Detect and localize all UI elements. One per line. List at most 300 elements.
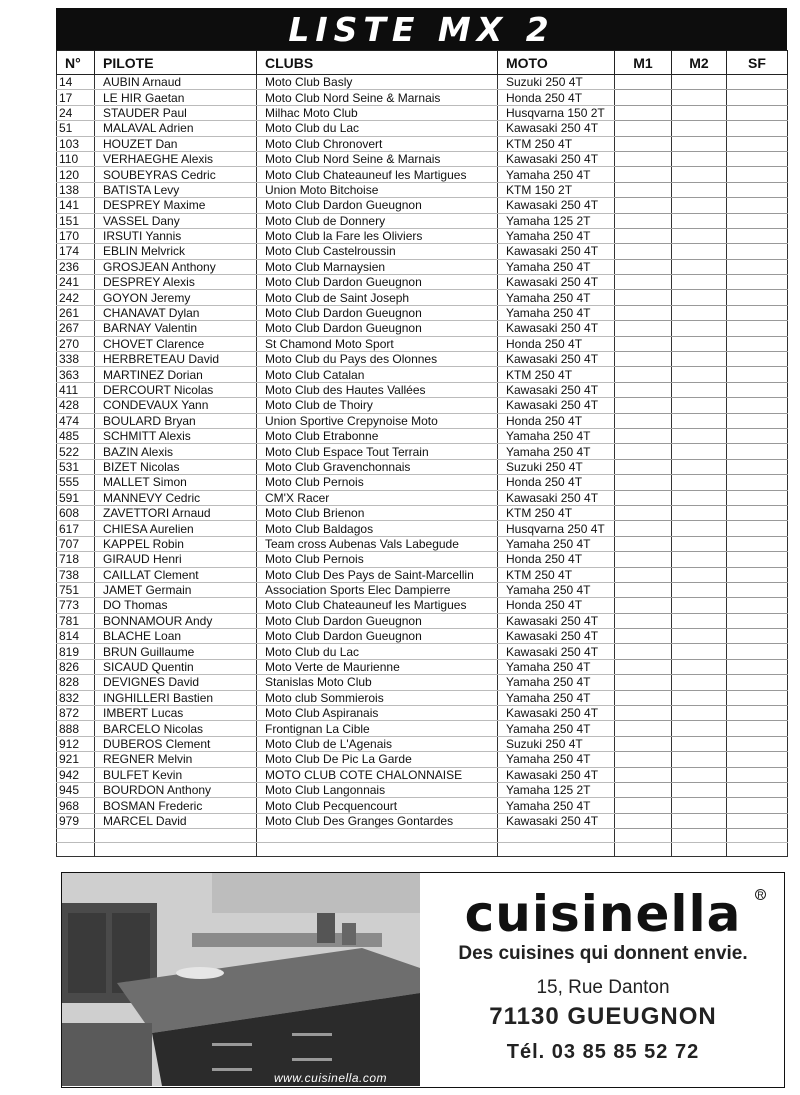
score-sf xyxy=(727,352,788,367)
rider-name: AUBIN Arnaud xyxy=(95,75,257,90)
rider-moto: Yamaha 250 4T xyxy=(498,582,615,597)
table-row xyxy=(57,536,788,551)
score-sf xyxy=(727,536,788,551)
rider-number: 738 xyxy=(57,567,95,582)
blank-cell xyxy=(95,843,257,857)
registered-mark-icon: R xyxy=(755,889,766,900)
rider-club: Moto Club des Hautes Vallées xyxy=(257,382,498,397)
rider-name: DUBEROS Clement xyxy=(95,736,257,751)
rider-club: Moto Club Pernois xyxy=(257,552,498,567)
rider-moto: Husqvarna 150 2T xyxy=(498,105,615,120)
rider-club: Moto Club de Saint Joseph xyxy=(257,290,498,305)
table-row xyxy=(57,521,788,536)
brand-logo-text: cuisinella xyxy=(464,885,742,943)
rider-club: Moto Club Aspiranais xyxy=(257,706,498,721)
score-m2 xyxy=(672,813,727,828)
rider-moto: KTM 250 4T xyxy=(498,367,615,382)
score-m1 xyxy=(615,352,672,367)
rider-name: BLACHE Loan xyxy=(95,629,257,644)
rider-moto: Yamaha 250 4T xyxy=(498,798,615,813)
score-m1 xyxy=(615,813,672,828)
score-m2 xyxy=(672,228,727,243)
rider-moto: Honda 250 4T xyxy=(498,475,615,490)
rider-moto: Husqvarna 250 4T xyxy=(498,521,615,536)
rider-number: 945 xyxy=(57,782,95,797)
table-row xyxy=(57,182,788,197)
rider-name: IMBERT Lucas xyxy=(95,706,257,721)
score-m1 xyxy=(615,213,672,228)
rider-number: 872 xyxy=(57,706,95,721)
rider-moto: Honda 250 4T xyxy=(498,552,615,567)
rider-name: CAILLAT Clement xyxy=(95,567,257,582)
table-row xyxy=(57,782,788,797)
rider-club: Moto Club la Fare les Oliviers xyxy=(257,228,498,243)
rider-name: BRUN Guillaume xyxy=(95,644,257,659)
score-sf xyxy=(727,151,788,166)
score-m2 xyxy=(672,121,727,136)
score-m2 xyxy=(672,259,727,274)
score-m1 xyxy=(615,782,672,797)
score-m2 xyxy=(672,382,727,397)
score-m2 xyxy=(672,752,727,767)
score-m1 xyxy=(615,752,672,767)
table-row xyxy=(57,475,788,490)
score-sf xyxy=(727,629,788,644)
rider-number: 363 xyxy=(57,367,95,382)
score-sf xyxy=(727,182,788,197)
score-m1 xyxy=(615,459,672,474)
rider-number: 781 xyxy=(57,613,95,628)
score-m2 xyxy=(672,490,727,505)
rider-moto: Kawasaki 250 4T xyxy=(498,244,615,259)
table-row xyxy=(57,721,788,736)
score-m1 xyxy=(615,105,672,120)
score-m1 xyxy=(615,244,672,259)
score-sf xyxy=(727,598,788,613)
rider-moto: Kawasaki 250 4T xyxy=(498,706,615,721)
rider-name: BOULARD Bryan xyxy=(95,413,257,428)
rider-moto: Yamaha 250 4T xyxy=(498,259,615,274)
rider-club: Moto Club Dardon Gueugnon xyxy=(257,629,498,644)
score-sf xyxy=(727,244,788,259)
rider-moto: Suzuki 250 4T xyxy=(498,736,615,751)
rider-moto: Kawasaki 250 4T xyxy=(498,352,615,367)
table-row xyxy=(57,659,788,674)
rider-moto: Honda 250 4T xyxy=(498,90,615,105)
rider-club: Stanislas Moto Club xyxy=(257,675,498,690)
rider-name: MARCEL David xyxy=(95,813,257,828)
rider-number: 14 xyxy=(57,75,95,90)
rider-number: 921 xyxy=(57,752,95,767)
rider-club: Moto Club Pecquencourt xyxy=(257,798,498,813)
score-m1 xyxy=(615,736,672,751)
rider-moto: Yamaha 125 2T xyxy=(498,782,615,797)
rider-moto: Kawasaki 250 4T xyxy=(498,613,615,628)
rider-club: Frontignan La Cible xyxy=(257,721,498,736)
rider-moto: Honda 250 4T xyxy=(498,598,615,613)
table-row xyxy=(57,75,788,90)
rider-moto: Kawasaki 250 4T xyxy=(498,275,615,290)
rider-number: 120 xyxy=(57,167,95,182)
rider-moto: KTM 250 4T xyxy=(498,136,615,151)
table-row xyxy=(57,90,788,105)
blank-cell xyxy=(57,829,95,843)
table-row xyxy=(57,675,788,690)
score-sf xyxy=(727,475,788,490)
score-m1 xyxy=(615,521,672,536)
table-row xyxy=(57,413,788,428)
rider-name: MALAVAL Adrien xyxy=(95,121,257,136)
score-m2 xyxy=(672,182,727,197)
rider-club: Moto Club Nord Seine & Marnais xyxy=(257,151,498,166)
score-m1 xyxy=(615,567,672,582)
table-row xyxy=(57,798,788,813)
rider-number: 968 xyxy=(57,798,95,813)
score-sf xyxy=(727,167,788,182)
rider-name: DEVIGNES David xyxy=(95,675,257,690)
ad-phone: Tél. 03 85 85 52 72 xyxy=(506,1041,700,1063)
rider-club: Association Sports Elec Dampierre xyxy=(257,582,498,597)
table-row xyxy=(57,336,788,351)
rider-moto: Honda 250 4T xyxy=(498,336,615,351)
rider-name: DESPREY Alexis xyxy=(95,275,257,290)
rider-number: 819 xyxy=(57,644,95,659)
rider-name: BAZIN Alexis xyxy=(95,444,257,459)
rider-name: SCHMITT Alexis xyxy=(95,428,257,443)
rider-moto: Yamaha 250 4T xyxy=(498,305,615,320)
rider-name: DESPREY Maxime xyxy=(95,198,257,213)
ad-slogan: Des cuisines qui donnent envie. xyxy=(458,943,748,964)
table-row xyxy=(57,767,788,782)
rider-number: 474 xyxy=(57,413,95,428)
rider-number: 814 xyxy=(57,629,95,644)
rider-name: INGHILLERI Bastien xyxy=(95,690,257,705)
rider-number: 411 xyxy=(57,382,95,397)
score-m2 xyxy=(672,244,727,259)
table-row xyxy=(57,752,788,767)
score-sf xyxy=(727,367,788,382)
score-m1 xyxy=(615,228,672,243)
rider-club: Moto club Sommierois xyxy=(257,690,498,705)
rider-name: SOUBEYRAS Cedric xyxy=(95,167,257,182)
ad-city: 71130 GUEUGNON xyxy=(489,1003,717,1030)
rider-number: 51 xyxy=(57,121,95,136)
score-m2 xyxy=(672,567,727,582)
blank-row xyxy=(57,829,788,843)
score-sf xyxy=(727,736,788,751)
score-sf xyxy=(727,490,788,505)
score-sf xyxy=(727,813,788,828)
score-m1 xyxy=(615,475,672,490)
table-row xyxy=(57,598,788,613)
rider-club: Moto Club Castelroussin xyxy=(257,244,498,259)
rider-club: Moto Club Chronovert xyxy=(257,136,498,151)
rider-number: 17 xyxy=(57,90,95,105)
rider-name: BARCELO Nicolas xyxy=(95,721,257,736)
score-m2 xyxy=(672,398,727,413)
table-row xyxy=(57,228,788,243)
score-m1 xyxy=(615,259,672,274)
rider-number: 110 xyxy=(57,151,95,166)
table-row xyxy=(57,259,788,274)
rider-number: 267 xyxy=(57,321,95,336)
score-m2 xyxy=(672,275,727,290)
score-sf xyxy=(727,752,788,767)
header-sf: SF xyxy=(727,51,788,75)
rider-number: 773 xyxy=(57,598,95,613)
rider-moto: Kawasaki 250 4T xyxy=(498,490,615,505)
rider-number: 241 xyxy=(57,275,95,290)
rider-moto: Yamaha 250 4T xyxy=(498,290,615,305)
score-m1 xyxy=(615,629,672,644)
table-row xyxy=(57,813,788,828)
blank-cell xyxy=(727,843,788,857)
rider-name: HERBRETEAU David xyxy=(95,352,257,367)
score-m1 xyxy=(615,136,672,151)
score-m2 xyxy=(672,521,727,536)
rider-club: Moto Club Pernois xyxy=(257,475,498,490)
blank-cell xyxy=(257,829,498,843)
rider-name: DERCOURT Nicolas xyxy=(95,382,257,397)
rider-name: VERHAEGHE Alexis xyxy=(95,151,257,166)
score-m1 xyxy=(615,398,672,413)
score-sf xyxy=(727,505,788,520)
blank-cell xyxy=(672,829,727,843)
rider-moto: Kawasaki 250 4T xyxy=(498,321,615,336)
rider-number: 138 xyxy=(57,182,95,197)
score-m1 xyxy=(615,428,672,443)
score-m2 xyxy=(672,75,727,90)
score-m2 xyxy=(672,475,727,490)
rider-number: 485 xyxy=(57,428,95,443)
score-m2 xyxy=(672,198,727,213)
score-sf xyxy=(727,275,788,290)
score-m1 xyxy=(615,305,672,320)
rider-name: DO Thomas xyxy=(95,598,257,613)
rider-name: GIRAUD Henri xyxy=(95,552,257,567)
rider-moto: Yamaha 250 4T xyxy=(498,536,615,551)
table-row xyxy=(57,582,788,597)
rider-club: Milhac Moto Club xyxy=(257,105,498,120)
page-title: LISTE MX 2 xyxy=(288,9,555,49)
rider-number: 261 xyxy=(57,305,95,320)
blank-cell xyxy=(727,829,788,843)
table-row xyxy=(57,321,788,336)
rider-name: REGNER Melvin xyxy=(95,752,257,767)
score-m2 xyxy=(672,428,727,443)
table-row xyxy=(57,505,788,520)
blank-cell xyxy=(95,829,257,843)
table-row xyxy=(57,736,788,751)
score-m2 xyxy=(672,767,727,782)
table-row xyxy=(57,490,788,505)
rider-club: Moto Club Chateauneuf les Martigues xyxy=(257,598,498,613)
score-m2 xyxy=(672,721,727,736)
table-row xyxy=(57,352,788,367)
table-row xyxy=(57,198,788,213)
score-sf xyxy=(727,675,788,690)
table-row xyxy=(57,690,788,705)
score-sf xyxy=(727,644,788,659)
rider-moto: Suzuki 250 4T xyxy=(498,75,615,90)
score-m1 xyxy=(615,90,672,105)
rider-moto: Kawasaki 250 4T xyxy=(498,398,615,413)
score-m2 xyxy=(672,736,727,751)
score-sf xyxy=(727,428,788,443)
rider-club: Moto Club Chateauneuf les Martigues xyxy=(257,167,498,182)
score-m2 xyxy=(672,798,727,813)
rider-name: SICAUD Quentin xyxy=(95,659,257,674)
score-m2 xyxy=(672,675,727,690)
rider-number: 707 xyxy=(57,536,95,551)
table-row xyxy=(57,398,788,413)
rider-number: 428 xyxy=(57,398,95,413)
score-m2 xyxy=(672,536,727,551)
score-m2 xyxy=(672,444,727,459)
rider-name: CHOVET Clarence xyxy=(95,336,257,351)
score-m1 xyxy=(615,675,672,690)
rider-moto: Yamaha 250 4T xyxy=(498,690,615,705)
score-m1 xyxy=(615,613,672,628)
score-m1 xyxy=(615,382,672,397)
rider-moto: KTM 150 2T xyxy=(498,182,615,197)
score-m1 xyxy=(615,798,672,813)
rider-moto: KTM 250 4T xyxy=(498,505,615,520)
score-sf xyxy=(727,382,788,397)
rider-club: Moto Club Nord Seine & Marnais xyxy=(257,90,498,105)
score-m1 xyxy=(615,167,672,182)
table-row xyxy=(57,167,788,182)
score-m2 xyxy=(672,352,727,367)
score-m1 xyxy=(615,767,672,782)
header-m2: M2 xyxy=(672,51,727,75)
score-sf xyxy=(727,198,788,213)
rider-number: 170 xyxy=(57,228,95,243)
score-m2 xyxy=(672,167,727,182)
rider-name: MARTINEZ Dorian xyxy=(95,367,257,382)
rider-club: Moto Club Dardon Gueugnon xyxy=(257,275,498,290)
score-m1 xyxy=(615,290,672,305)
rider-club: Moto Club Langonnais xyxy=(257,782,498,797)
rider-club: Moto Club du Lac xyxy=(257,121,498,136)
blank-row xyxy=(57,843,788,857)
table-row xyxy=(57,382,788,397)
table-row xyxy=(57,121,788,136)
rider-name: GOYON Jeremy xyxy=(95,290,257,305)
rider-club: Moto Club du Pays des Olonnes xyxy=(257,352,498,367)
ad-street-address: 15, Rue Danton xyxy=(536,977,670,998)
score-sf xyxy=(727,228,788,243)
score-m2 xyxy=(672,305,727,320)
blank-cell xyxy=(498,829,615,843)
rider-number: 270 xyxy=(57,336,95,351)
rider-number: 942 xyxy=(57,767,95,782)
rider-club: Moto Club de L'Agenais xyxy=(257,736,498,751)
ad-website-url[interactable]: www.cuisinella.com xyxy=(274,1071,388,1085)
score-m2 xyxy=(672,213,727,228)
rider-name: JAMET Germain xyxy=(95,582,257,597)
score-sf xyxy=(727,459,788,474)
rider-club: Moto Club Baldagos xyxy=(257,521,498,536)
score-m2 xyxy=(672,706,727,721)
rider-number: 242 xyxy=(57,290,95,305)
rider-name: MANNEVY Cedric xyxy=(95,490,257,505)
score-sf xyxy=(727,305,788,320)
rider-club: Moto Club de Thoiry xyxy=(257,398,498,413)
score-m2 xyxy=(672,782,727,797)
table-row xyxy=(57,105,788,120)
rider-number: 608 xyxy=(57,505,95,520)
score-m1 xyxy=(615,75,672,90)
rider-name: BOSMAN Frederic xyxy=(95,798,257,813)
score-m2 xyxy=(672,367,727,382)
score-m1 xyxy=(615,505,672,520)
rider-moto: Yamaha 250 4T xyxy=(498,167,615,182)
score-sf xyxy=(727,690,788,705)
score-m2 xyxy=(672,613,727,628)
score-sf xyxy=(727,567,788,582)
table-row xyxy=(57,244,788,259)
score-m1 xyxy=(615,444,672,459)
score-sf xyxy=(727,706,788,721)
score-m2 xyxy=(672,690,727,705)
rider-club: Moto Club Dardon Gueugnon xyxy=(257,305,498,320)
table-row xyxy=(57,275,788,290)
rider-moto: Yamaha 250 4T xyxy=(498,721,615,736)
rider-number: 174 xyxy=(57,244,95,259)
cuisinella-advertisement xyxy=(61,872,785,1088)
rider-table-body xyxy=(57,75,788,857)
score-sf xyxy=(727,721,788,736)
rider-club: Moto Club du Lac xyxy=(257,644,498,659)
blank-cell xyxy=(498,843,615,857)
rider-table xyxy=(56,50,788,857)
rider-number: 236 xyxy=(57,259,95,274)
rider-name: BARNAY Valentin xyxy=(95,321,257,336)
score-m2 xyxy=(672,336,727,351)
score-sf xyxy=(727,413,788,428)
rider-name: ZAVETTORI Arnaud xyxy=(95,505,257,520)
score-m1 xyxy=(615,182,672,197)
table-row xyxy=(57,629,788,644)
rider-number: 338 xyxy=(57,352,95,367)
rider-club: St Chamond Moto Sport xyxy=(257,336,498,351)
score-sf xyxy=(727,798,788,813)
table-row xyxy=(57,444,788,459)
table-row xyxy=(57,613,788,628)
score-sf xyxy=(727,521,788,536)
score-sf xyxy=(727,213,788,228)
rider-club: Moto Club Marnaysien xyxy=(257,259,498,274)
kitchen-illustration xyxy=(62,873,420,1086)
header-pilote: PILOTE xyxy=(95,51,257,75)
rider-name: CHIESA Aurelien xyxy=(95,521,257,536)
score-m2 xyxy=(672,659,727,674)
rider-number: 151 xyxy=(57,213,95,228)
score-m1 xyxy=(615,275,672,290)
rider-moto: KTM 250 4T xyxy=(498,567,615,582)
rider-number: 24 xyxy=(57,105,95,120)
score-m2 xyxy=(672,413,727,428)
table-row xyxy=(57,136,788,151)
score-sf xyxy=(727,290,788,305)
rider-name: LE HIR Gaetan xyxy=(95,90,257,105)
rider-name: BONNAMOUR Andy xyxy=(95,613,257,628)
blank-cell xyxy=(257,843,498,857)
rider-name: CONDEVAUX Yann xyxy=(95,398,257,413)
blank-cell xyxy=(615,843,672,857)
score-sf xyxy=(727,444,788,459)
